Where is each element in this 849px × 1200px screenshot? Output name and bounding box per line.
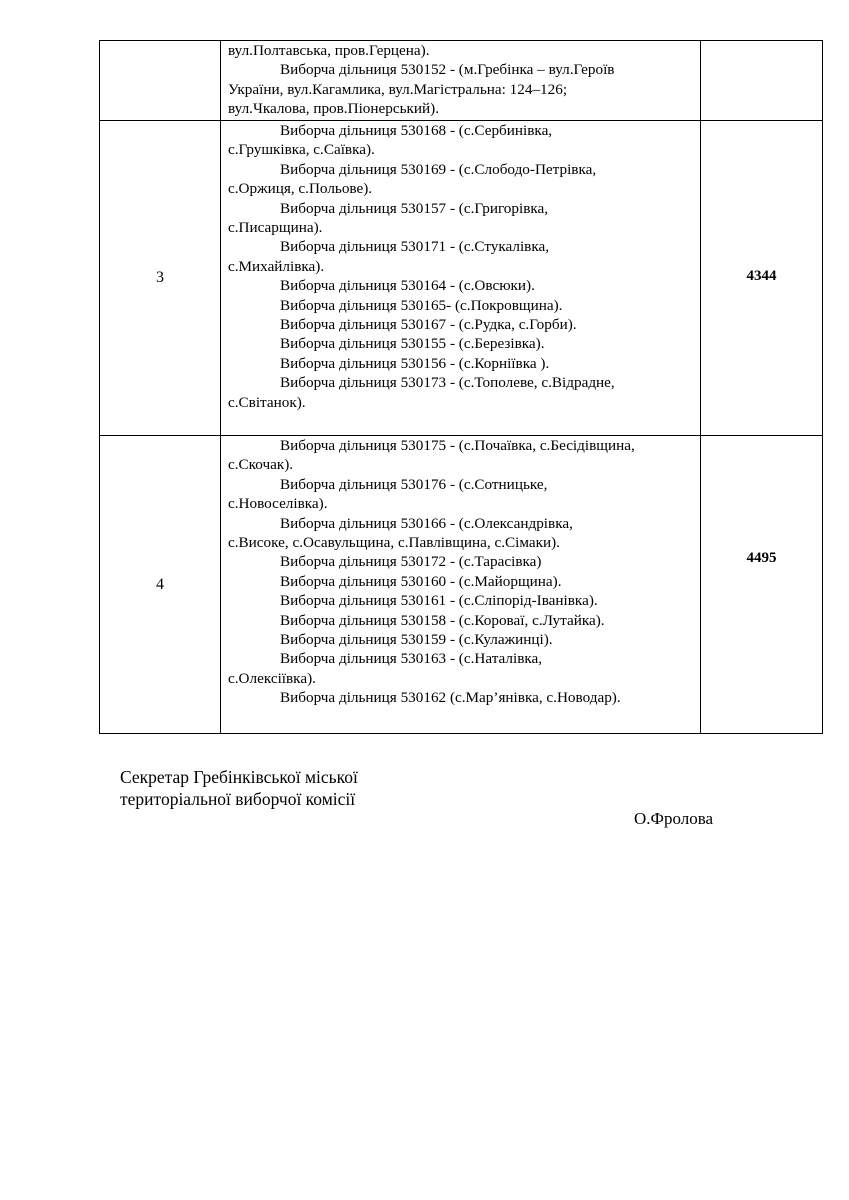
polling-stations-cell	[221, 121, 701, 436]
polling-station-line: с.Новоселівка).	[228, 495, 328, 513]
polling-station-line: с.Олексіївка).	[228, 669, 316, 687]
signature-block	[120, 766, 358, 810]
polling-station-line: с.Оржиця, с.Польове).	[228, 180, 373, 198]
polling-station-line: Виборча дільниця 530172 - (с.Тарасівка)	[280, 553, 542, 571]
voters-total-cell	[701, 436, 823, 734]
polling-station-line: Виборча дільниця 530159 - (с.Кулажинці).	[280, 631, 553, 649]
polling-stations-cell	[221, 436, 701, 734]
polling-station-line: Виборча дільниця 530171 - (с.Стукалівка,	[280, 238, 550, 256]
polling-station-line: Виборча дільниця 530162 (с.Мар’янівка, с.Новодар).	[280, 689, 621, 707]
polling-station-line: с.Високе, с.Осавульщина, с.Павлівщина, с.Сімаки).	[228, 534, 560, 552]
signatory-name: О.Фролова	[634, 809, 714, 828]
polling-station-line: с.Михайлівка).	[228, 257, 325, 275]
polling-station-line: Виборча дільниця 530176 - (с.Сотницьке,	[280, 475, 548, 493]
polling-station-line: Виборча дільниця 530169 - (с.Слободо-Петрівка,	[280, 160, 597, 178]
polling-station-line: Виборча дільниця 530175 - (с.Почаївка, с.Бесідівщина,	[280, 437, 635, 454]
signature-title-line-2: територіальної виборчої комісії	[120, 789, 356, 809]
polling-station-line: України, вул.Кагамлика, вул.Магістральна: 124–126;	[228, 80, 568, 98]
polling-station-line: Виборча дільниця 530163 - (с.Наталівка,	[280, 650, 543, 668]
polling-station-line: с.Скочак).	[228, 456, 294, 474]
district-number-cell: 4	[100, 436, 221, 734]
polling-station-line: Виборча дільниця 530164 - (с.Овсюки).	[280, 277, 535, 295]
table-row	[100, 436, 823, 734]
table-row	[100, 121, 823, 436]
polling-station-line: Виборча дільниця 530155 - (с.Березівка).	[280, 335, 545, 353]
polling-station-line: с.Писарщина).	[228, 219, 323, 237]
table-row	[100, 41, 823, 121]
polling-districts-table	[99, 40, 823, 734]
polling-station-line: Виборча дільниця 530165- (с.Покровщина).	[280, 296, 563, 314]
polling-station-line: Виборча дільниця 530156 - (с.Корніївка ).	[280, 354, 550, 372]
polling-station-line: с.Грушківка, с.Саївка).	[228, 141, 375, 159]
polling-station-line: вул.Полтавська, пров.Герцена).	[228, 42, 430, 59]
polling-station-line: Виборча дільниця 530157 - (с.Григорівка,	[280, 199, 549, 217]
signature-title-line-1: Секретар Гребінківської міської	[120, 767, 358, 787]
polling-station-line: Виборча дільниця 530167 - (с.Рудка, с.Горби).	[280, 316, 577, 334]
voters-total-cell	[701, 41, 823, 121]
voters-total: 4344	[746, 268, 777, 284]
polling-station-line: с.Світанок).	[228, 393, 306, 411]
polling-station-line: Виборча дільниця 530161 - (с.Сліпорід-Іванівка).	[280, 592, 598, 610]
polling-station-line: Виборча дільниця 530166 - (с.Олександрівка,	[280, 514, 573, 532]
voters-total: 4495	[746, 550, 777, 566]
polling-station-line: Виборча дільниця 530173 - (с.Тополеве, с.Відрадне,	[280, 374, 615, 392]
voters-total-cell	[701, 121, 823, 436]
polling-stations-cell	[221, 41, 701, 121]
polling-station-line: Виборча дільниця 530152 - (м.Гребінка – вул.Героїв	[280, 61, 615, 79]
polling-station-line: вул.Чкалова, пров.Піонерський).	[228, 100, 440, 118]
polling-station-line: Виборча дільниця 530168 - (с.Сербинівка,	[280, 122, 553, 139]
polling-station-line: Виборча дільниця 530160 - (с.Майорщина).	[280, 572, 562, 590]
district-number-cell	[100, 41, 221, 121]
district-number-cell: 3	[100, 121, 221, 436]
polling-station-line: Виборча дільниця 530158 - (с.Короваї, с.Лутайка).	[280, 611, 605, 629]
